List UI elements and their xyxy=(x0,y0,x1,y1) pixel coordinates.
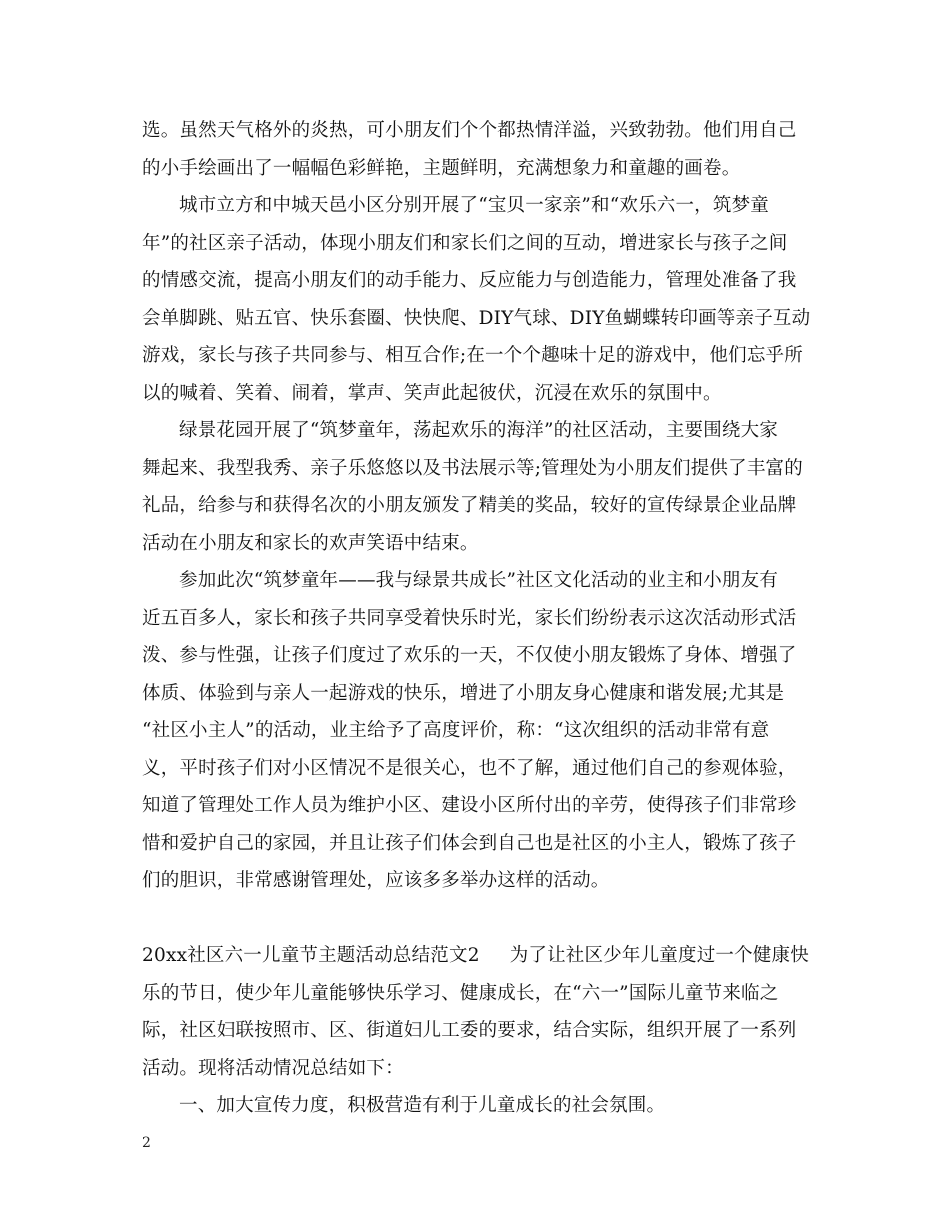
text-line: 活动。现将活动情况总结如下： xyxy=(142,1057,404,1079)
text-line xyxy=(142,900,810,938)
text-line: 们的胆识，非常感谢管理处，应该多多举办这样的活动。 xyxy=(142,870,610,891)
text-line: 参加此次“筑梦童年——我与绿景共成长”社区文化活动的业主和小朋友有 xyxy=(179,570,779,591)
text-line: 惜和爱护自己的家园，并且让孩子们体会到自己也是社区的小主人，锻炼了孩子 xyxy=(142,832,797,854)
text-line: 会单脚跳、贴五官、快乐套圈、快快爬、DIY气球、DIY鱼蝴蝶转印画等亲子互动 xyxy=(142,307,811,329)
text-line: 游戏，家长与孩子共同参与、相互合作;在一个个趣味十足的游戏中，他们忘乎所 xyxy=(142,345,803,366)
text-line: 活动在小朋友和家长的欢声笑语中结束。 xyxy=(142,532,479,554)
text-line: 乐的节日，使少年儿童能够快乐学习、健康成长，在“六一”国际儿童节来临之 xyxy=(142,982,779,1004)
text-line: 义，平时孩子们对小区情况不是很关心，也不了解，通过他们自己的参观体验， xyxy=(142,757,797,779)
text-line: 绿景花园开展了“筑梦童年，荡起欢乐的海洋”的社区活动，主要围绕大家 xyxy=(179,420,779,441)
document-body xyxy=(142,112,810,1125)
text-line: “社区小主人”的活动，业主给予了高度评价，称：“这次组织的活动非常有意 xyxy=(142,720,770,741)
text-line: 礼品，给参与和获得名次的小朋友颁发了精美的奖品，较好的宣传绿景企业品牌 xyxy=(142,495,797,516)
text-line: 的情感交流，提高小朋友们的动手能力、反应能力与创造能力，管理处准备了我 xyxy=(142,270,797,291)
text-line: 年”的社区亲子活动，体现小朋友们和家长们之间的互动，增进家长与孩子之间 xyxy=(142,232,788,254)
text-line: 一、加大宣传力度，积极营造有利于儿童成长的社会氛围。 xyxy=(179,1095,666,1116)
text-line: 际，社区妇联按照市、区、街道妇儿工委的要求，结合实际，组织开展了一系列 xyxy=(142,1020,797,1041)
text-line: 城市立方和中城天邑小区分别开展了“宝贝一家亲”和“欢乐六一，筑梦童 xyxy=(179,195,769,216)
heading-continuation: 为了让社区少年儿童度过一个健康快 xyxy=(509,945,809,966)
text-line: 知道了管理处工作人员为维护小区、建设小区所付出的辛劳，使得孩子们非常珍 xyxy=(142,795,797,816)
text-line: 的小手绘画出了一幅幅色彩鲜艳，主题鲜明，充满想象力和童趣的画卷。 xyxy=(142,157,741,179)
text-line: 泼、参与性强，让孩子们度过了欢乐的一天，不仅使小朋友锻炼了身体、增强了 xyxy=(142,645,797,666)
section-heading: 20xx社区六一儿童节主题活动总结范文2 xyxy=(142,945,480,966)
page-number: 2 xyxy=(142,1135,151,1151)
text-line: 选。虽然天气格外的炎热，可小朋友们个个都热情洋溢，兴致勃勃。他们用自己 xyxy=(142,120,797,141)
text-line: 以的喊着、笑着、闹着，掌声、笑声此起彼伏，沉浸在欢乐的氛围中。 xyxy=(142,382,722,404)
text-line: 近五百多人，家长和孩子共同享受着快乐时光，家长们纷纷表示这次活动形式活 xyxy=(142,607,797,629)
text-line: 体质、体验到与亲人一起游戏的快乐，增进了小朋友身心健康和谐发展;尤其是 xyxy=(142,682,785,704)
section-heading-line xyxy=(142,937,810,975)
text-line: 舞起来、我型我秀、亲子乐悠悠以及书法展示等;管理处为小朋友们提供了丰富的 xyxy=(142,457,803,479)
